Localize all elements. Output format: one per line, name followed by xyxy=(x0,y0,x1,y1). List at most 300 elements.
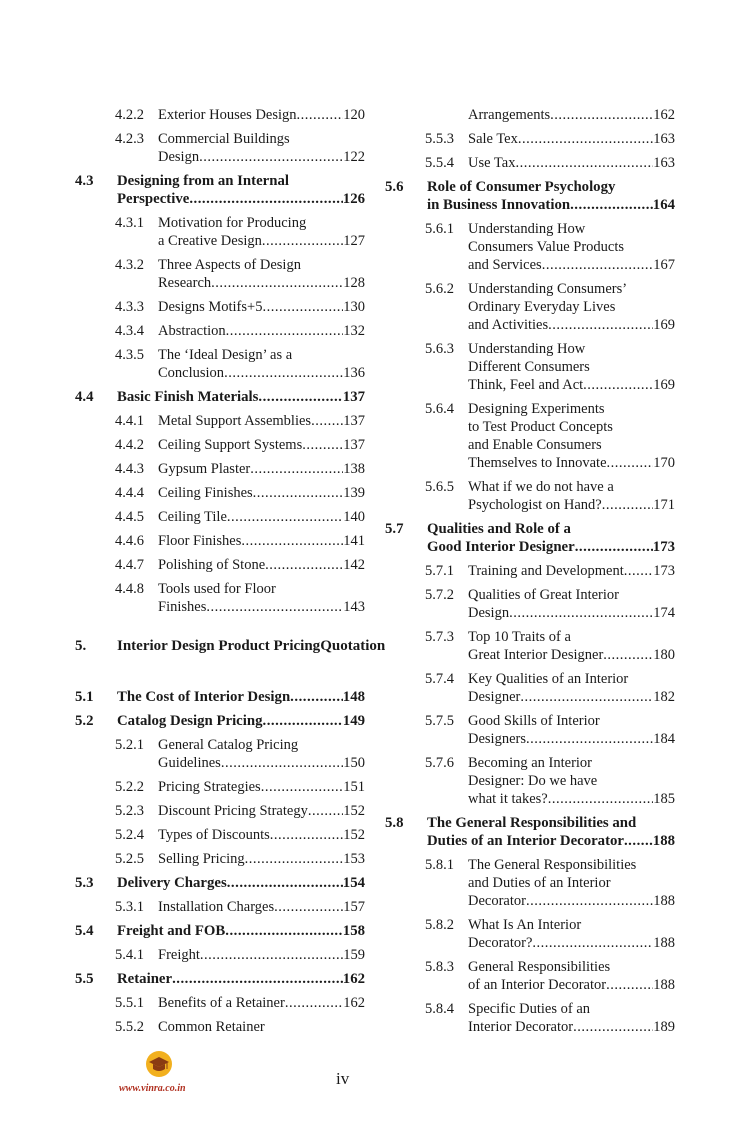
entry-text xyxy=(117,637,386,655)
entry-number: 5.7.6 xyxy=(425,755,454,771)
entry-text xyxy=(158,460,365,478)
page-ref: 137 xyxy=(343,413,365,429)
page-ref: 120 xyxy=(343,107,365,123)
entry-title: Guidelines xyxy=(158,755,221,771)
entry-text xyxy=(468,916,675,952)
entry-title-row xyxy=(158,232,365,250)
entry-number: 5.8 xyxy=(385,815,404,831)
entry-title-line: Good Skills of Interior xyxy=(468,713,600,729)
entry-title: Gypsum Plaster xyxy=(158,461,251,477)
entry-text xyxy=(158,898,365,916)
dot-leader xyxy=(263,712,343,730)
entry-title: and Services xyxy=(468,257,542,273)
dot-leader xyxy=(302,436,343,454)
entry-title-line: Commercial Buildings xyxy=(158,131,290,147)
toc-subsection-entry[interactable] xyxy=(115,508,365,526)
page-ref: 150 xyxy=(343,755,365,771)
entry-text xyxy=(117,712,365,730)
entry-text xyxy=(468,400,675,472)
entry-number: 5.7.3 xyxy=(425,629,454,645)
entry-title: Metal Support Assemblies xyxy=(158,413,312,429)
entry-title: Decorator xyxy=(468,893,526,909)
entry-title: Design xyxy=(468,605,510,621)
entry-title-row xyxy=(468,106,675,124)
entry-number: 4.4.8 xyxy=(115,581,144,597)
entry-title: Polishing of Stone xyxy=(158,557,266,573)
entry-text xyxy=(158,778,365,796)
page-ref: 173 xyxy=(653,563,675,579)
entry-title-row xyxy=(158,850,365,868)
page-ref: 137 xyxy=(342,389,365,405)
entry-number: 5.3 xyxy=(75,875,94,891)
toc-subsection-entry[interactable] xyxy=(115,256,365,292)
toc-subsection-entry[interactable] xyxy=(115,946,365,964)
toc-subsection-entry[interactable] xyxy=(115,298,365,316)
entry-title: Use Tax xyxy=(468,155,516,171)
dot-leader xyxy=(583,376,653,394)
page-ref: 162 xyxy=(342,971,365,987)
dot-leader xyxy=(221,754,343,772)
entry-text xyxy=(158,346,365,382)
entry-number: 5.2.5 xyxy=(115,851,144,867)
page-ref: 153 xyxy=(343,851,365,867)
publisher-website[interactable]: www.vinra.co.in xyxy=(119,1083,186,1094)
entry-number: 5.8.3 xyxy=(425,959,454,975)
entry-text xyxy=(427,178,675,214)
entry-title-line: Motivation for Producing xyxy=(158,215,307,231)
entry-title-row xyxy=(158,532,365,550)
entry-title-line: Interior Design Product Pricing xyxy=(117,638,321,654)
dot-leader xyxy=(542,256,654,274)
entry-text xyxy=(158,736,365,772)
entry-title: Freight and FOB xyxy=(117,923,226,939)
entry-title: Designer xyxy=(468,689,521,705)
entry-text xyxy=(117,172,365,208)
entry-number: 4.4.4 xyxy=(115,485,144,501)
entry-title-row xyxy=(158,826,365,844)
entry-title-line: What Is An Interior xyxy=(468,917,582,933)
page-ref: 143 xyxy=(343,599,365,615)
entry-number: 5.6 xyxy=(385,179,404,195)
toc-subsection-entry[interactable] xyxy=(115,322,365,340)
entry-text xyxy=(117,874,365,892)
entry-text xyxy=(158,826,365,844)
dot-leader xyxy=(603,646,653,664)
dot-leader xyxy=(172,970,343,988)
entry-text xyxy=(468,856,675,910)
toc-subsection-entry[interactable] xyxy=(425,340,675,394)
toc-subsection-entry[interactable] xyxy=(115,850,365,868)
entry-title-line: Key Qualities of an Interior xyxy=(468,671,629,687)
entry-number: 4.4.3 xyxy=(115,461,144,477)
entry-title: Designs Motifs+5 xyxy=(158,299,263,315)
entry-title-line: Common Retainer xyxy=(158,1019,265,1035)
entry-title-row xyxy=(158,484,365,502)
page-ref: 167 xyxy=(653,257,675,273)
entry-text xyxy=(158,412,365,430)
entry-title-line: Qualities and Role of a xyxy=(427,521,571,537)
entry-number: 4.4.2 xyxy=(115,437,144,453)
toc-subsection-entry[interactable] xyxy=(425,280,675,334)
dot-leader xyxy=(606,976,653,994)
toc-subsection-entry[interactable] xyxy=(115,1018,365,1036)
dot-leader xyxy=(241,532,343,550)
page-ref: 169 xyxy=(653,317,675,333)
toc-subsection-entry[interactable] xyxy=(115,106,365,124)
toc-subsection-entry[interactable] xyxy=(115,556,365,574)
entry-title-row xyxy=(158,754,365,772)
dot-leader xyxy=(262,298,343,316)
dot-leader xyxy=(200,946,343,964)
entry-text xyxy=(468,712,675,748)
entry-number: 4.2.2 xyxy=(115,107,144,123)
toc-section-entry[interactable] xyxy=(385,178,675,214)
entry-title-row xyxy=(468,130,675,148)
page-ref: 139 xyxy=(343,485,365,501)
dot-leader xyxy=(245,850,344,868)
entry-title-line: The ‘Ideal Design’ as a xyxy=(158,347,293,363)
entry-text xyxy=(468,670,675,706)
toc-section-entry[interactable] xyxy=(75,688,365,706)
page-ref: 128 xyxy=(343,275,365,291)
dot-leader xyxy=(575,538,653,556)
toc-section-entry[interactable] xyxy=(75,874,365,892)
entry-title-row xyxy=(468,646,675,664)
dot-leader xyxy=(211,274,343,292)
entry-title-row xyxy=(468,934,675,952)
toc-section-entry[interactable] xyxy=(385,520,675,556)
toc-section-entry[interactable] xyxy=(75,388,365,406)
page-ref: 188 xyxy=(653,935,675,951)
toc-subsection-entry[interactable] xyxy=(115,898,365,916)
page-ref: 180 xyxy=(653,647,675,663)
entry-number: 5.6.4 xyxy=(425,401,454,417)
entry-title: Decorator? xyxy=(468,935,533,951)
entry-text xyxy=(427,814,675,850)
toc-subsection-entry[interactable] xyxy=(115,130,365,166)
dot-leader xyxy=(311,412,343,430)
entry-number: 5.8.1 xyxy=(425,857,454,873)
page-ref: 136 xyxy=(343,365,365,381)
entry-text xyxy=(468,106,675,124)
entry-title: Freight xyxy=(158,947,200,963)
dot-leader xyxy=(199,148,343,166)
toc-section-entry[interactable] xyxy=(75,712,365,730)
dot-leader xyxy=(570,196,653,214)
entry-text xyxy=(117,922,365,940)
entry-number: 4.4.6 xyxy=(115,533,144,549)
page-ref: 189 xyxy=(653,1019,675,1035)
toc-subsection-entry[interactable] xyxy=(115,994,365,1012)
toc-subsection-entry[interactable] xyxy=(425,670,675,706)
entry-title: Sale Tex xyxy=(468,131,518,147)
toc-subsection-entry[interactable] xyxy=(115,778,365,796)
dot-leader xyxy=(225,922,343,940)
entry-title-row xyxy=(117,874,365,892)
entry-text xyxy=(158,556,365,574)
entry-title-row xyxy=(158,148,365,166)
toc-section-entry[interactable] xyxy=(75,970,365,988)
entry-title-row xyxy=(117,190,365,208)
dot-leader xyxy=(607,454,654,472)
entry-title: Catalog Design Pricing xyxy=(117,713,263,729)
entry-title: Pricing Strategies xyxy=(158,779,261,795)
entry-text xyxy=(468,478,675,514)
toc-subsection-entry[interactable] xyxy=(425,130,675,148)
dot-leader xyxy=(509,604,653,622)
toc-subsection-entry[interactable] xyxy=(425,754,675,808)
entry-number: 4.3.1 xyxy=(115,215,144,231)
toc-subsection-entry[interactable] xyxy=(425,478,675,514)
dot-leader xyxy=(262,232,343,250)
toc-subsection-entry[interactable] xyxy=(425,1000,675,1036)
entry-title-line: Designing Experiments xyxy=(468,401,605,417)
entry-text xyxy=(468,340,675,394)
entry-title-line: and Enable Consumers xyxy=(468,437,602,453)
dot-leader xyxy=(227,874,343,892)
toc-subsection-entry[interactable] xyxy=(115,736,365,772)
page-ref: 158 xyxy=(342,923,365,939)
dot-leader xyxy=(520,688,653,706)
dot-leader xyxy=(532,934,653,952)
page-ref: 132 xyxy=(343,323,365,339)
entry-title-row xyxy=(158,298,365,316)
entry-title: Themselves to Innovate xyxy=(468,455,607,471)
entry-title-row xyxy=(117,712,365,730)
entry-title-row xyxy=(427,832,675,850)
entry-title: Types of Discounts xyxy=(158,827,270,843)
entry-title-line: Role of Consumer Psychology xyxy=(427,179,616,195)
toc-subsection-entry[interactable] xyxy=(115,802,365,820)
entry-number: 4.3.3 xyxy=(115,299,144,315)
page-ref: 137 xyxy=(343,437,365,453)
dot-leader xyxy=(518,130,653,148)
toc-subsection-entry[interactable] xyxy=(425,712,675,748)
entry-title-row xyxy=(427,538,675,556)
entry-text xyxy=(468,586,675,622)
entry-title-row xyxy=(468,256,675,274)
dot-leader xyxy=(285,994,343,1012)
page-ref: 152 xyxy=(343,827,365,843)
page-ref: 188 xyxy=(652,833,675,849)
toc-subsection-entry[interactable] xyxy=(425,958,675,994)
entry-number: 4.2.3 xyxy=(115,131,144,147)
entry-title-row xyxy=(158,898,365,916)
entry-title-row xyxy=(427,196,675,214)
entry-title-line: The General Responsibilities xyxy=(468,857,637,873)
toc-subsection-entry[interactable] xyxy=(425,586,675,622)
entry-title: Abstraction xyxy=(158,323,226,339)
page-ref: 170 xyxy=(653,455,675,471)
entry-number: 5.8.4 xyxy=(425,1001,454,1017)
entry-number: 4.4 xyxy=(75,389,94,405)
toc-subsection-entry[interactable] xyxy=(425,220,675,274)
entry-number: 4.3.2 xyxy=(115,257,144,273)
entry-title: Basic Finish Materials xyxy=(117,389,259,405)
entry-title-line: Designing from an Internal xyxy=(117,173,289,189)
entry-text xyxy=(158,130,365,166)
page-ref: 169 xyxy=(653,377,675,393)
entry-text xyxy=(158,994,365,1012)
entry-title-line: Designer: Do we have xyxy=(468,773,598,789)
dot-leader xyxy=(624,832,653,850)
dot-leader xyxy=(526,730,653,748)
entry-text xyxy=(468,628,675,664)
toc-subsection-entry[interactable] xyxy=(115,346,365,382)
page-ref: 127 xyxy=(343,233,365,249)
toc-subsection-entry[interactable] xyxy=(425,400,675,472)
entry-title: a Creative Design xyxy=(158,233,262,249)
entry-number: 4.4.1 xyxy=(115,413,144,429)
entry-title: The Cost of Interior Design xyxy=(117,689,291,705)
dot-leader xyxy=(189,190,342,208)
entry-title-line: The General Responsibilities and xyxy=(427,815,637,831)
entry-number: 5.2.2 xyxy=(115,779,144,795)
entry-title-row xyxy=(468,1018,675,1036)
entry-title-row xyxy=(158,946,365,964)
dot-leader xyxy=(270,826,343,844)
entry-text xyxy=(468,562,675,580)
entry-title: Installation Charges xyxy=(158,899,275,915)
entry-number: 5.4.1 xyxy=(115,947,144,963)
entry-title-row xyxy=(158,364,365,382)
page-ref: 174 xyxy=(653,605,675,621)
page-ref: 188 xyxy=(653,893,675,909)
entry-title-row xyxy=(158,994,365,1012)
toc-subsection-entry[interactable] xyxy=(115,826,365,844)
toc-section-entry[interactable] xyxy=(75,172,365,208)
entry-number: 5.7.1 xyxy=(425,563,454,579)
entry-title-line: Top 10 Traits of a xyxy=(468,629,571,645)
page-ref: 142 xyxy=(343,557,365,573)
entry-number: 5.3.1 xyxy=(115,899,144,915)
entry-title-row xyxy=(158,412,365,430)
chapter-heading xyxy=(75,637,386,655)
entry-title-row xyxy=(158,436,365,454)
entry-text xyxy=(158,484,365,502)
entry-title-row xyxy=(468,316,675,334)
entry-title: Delivery Charges xyxy=(117,875,227,891)
entry-number: 4.3.4 xyxy=(115,323,144,339)
toc-subsection-entry[interactable] xyxy=(115,436,365,454)
dot-leader xyxy=(227,508,343,526)
entry-number: 5.7 xyxy=(385,521,404,537)
entry-title: Ceiling Tile xyxy=(158,509,227,525)
entry-text xyxy=(158,580,365,616)
toc-subsection-entry[interactable] xyxy=(115,460,365,478)
entry-title-line: Tools used for Floor xyxy=(158,581,276,597)
entry-title-line: What if we do not have a xyxy=(468,479,614,495)
entry-title-row xyxy=(158,802,365,820)
toc-subsection-entry[interactable] xyxy=(425,154,675,172)
page-ref: 173 xyxy=(652,539,675,555)
entry-text xyxy=(117,388,365,406)
entry-text xyxy=(158,214,365,250)
page-number: iv xyxy=(336,1069,350,1088)
entry-title: Training and Development xyxy=(468,563,624,579)
entry-text xyxy=(117,970,365,988)
dot-leader xyxy=(261,778,344,796)
entry-title-line: General Responsibilities xyxy=(468,959,611,975)
toc-subsection-entry[interactable] xyxy=(425,916,675,952)
entry-number: 5.6.1 xyxy=(425,221,454,237)
page-ref: 182 xyxy=(653,689,675,705)
entry-text xyxy=(158,106,365,124)
toc-subsection-entry[interactable] xyxy=(115,580,365,616)
toc-subsection-entry[interactable] xyxy=(115,484,365,502)
entry-title: Floor Finishes xyxy=(158,533,242,549)
toc-section-entry[interactable] xyxy=(385,814,675,850)
entry-text xyxy=(468,958,675,994)
entry-number: 5.5.1 xyxy=(115,995,144,1011)
entry-number: 5.7.5 xyxy=(425,713,454,729)
entry-title-row xyxy=(468,454,675,472)
entry-title: Discount Pricing Strategy xyxy=(158,803,308,819)
entry-title-line: Understanding How xyxy=(468,221,586,237)
entry-title-line: General Catalog Pricing xyxy=(158,737,299,753)
entry-title: Exterior Houses Design xyxy=(158,107,297,123)
dot-leader xyxy=(226,322,344,340)
entry-text xyxy=(158,322,365,340)
entry-title: Interior Decorator xyxy=(468,1019,574,1035)
entry-number: 5.5 xyxy=(75,971,94,987)
entry-text xyxy=(158,256,365,292)
dot-leader xyxy=(250,460,343,478)
entry-title-line: to Test Product Concepts xyxy=(468,419,613,435)
entry-number: 5.4 xyxy=(75,923,94,939)
page-ref: 138 xyxy=(343,461,365,477)
toc-section-entry[interactable] xyxy=(75,922,365,940)
entry-number: 5.2 xyxy=(75,713,94,729)
entry-title-line: Specific Duties of an xyxy=(468,1001,591,1017)
entry-title: of an Interior Decorator xyxy=(468,977,607,993)
entry-title-row xyxy=(468,604,675,622)
toc-subsection-entry[interactable] xyxy=(425,106,675,124)
entry-title-line: Qualities of Great Interior xyxy=(468,587,619,603)
toc-subsection-entry[interactable] xyxy=(115,214,365,250)
dot-leader xyxy=(526,892,653,910)
page-ref: 157 xyxy=(343,899,365,915)
entry-title-row xyxy=(158,106,365,124)
entry-title-line: Three Aspects of Design xyxy=(158,257,301,273)
entry-title-row xyxy=(158,460,365,478)
entry-title-row xyxy=(468,790,675,808)
entry-number: 5.7.4 xyxy=(425,671,454,687)
entry-title-row xyxy=(468,730,675,748)
page-ref: 130 xyxy=(343,299,365,315)
entry-title-line: Consumers Value Products xyxy=(468,239,625,255)
dot-leader xyxy=(515,154,653,172)
toc-subsection-entry[interactable] xyxy=(425,628,675,664)
toc-subsection-entry[interactable] xyxy=(425,562,675,580)
entry-text xyxy=(158,850,365,868)
toc-subsection-entry[interactable] xyxy=(425,856,675,910)
entry-title: Ceiling Support Systems xyxy=(158,437,303,453)
toc-subsection-entry[interactable] xyxy=(115,532,365,550)
dot-leader xyxy=(602,496,654,514)
entry-text xyxy=(468,280,675,334)
dot-leader xyxy=(265,556,343,574)
entry-title-row xyxy=(468,376,675,394)
dot-leader xyxy=(224,364,343,382)
entry-number: 5.2.3 xyxy=(115,803,144,819)
entry-title-row xyxy=(158,778,365,796)
dot-leader xyxy=(548,790,654,808)
entry-text xyxy=(468,154,675,172)
entry-title-row xyxy=(117,922,365,940)
toc-subsection-entry[interactable] xyxy=(115,412,365,430)
page-ref: 151 xyxy=(343,779,365,795)
